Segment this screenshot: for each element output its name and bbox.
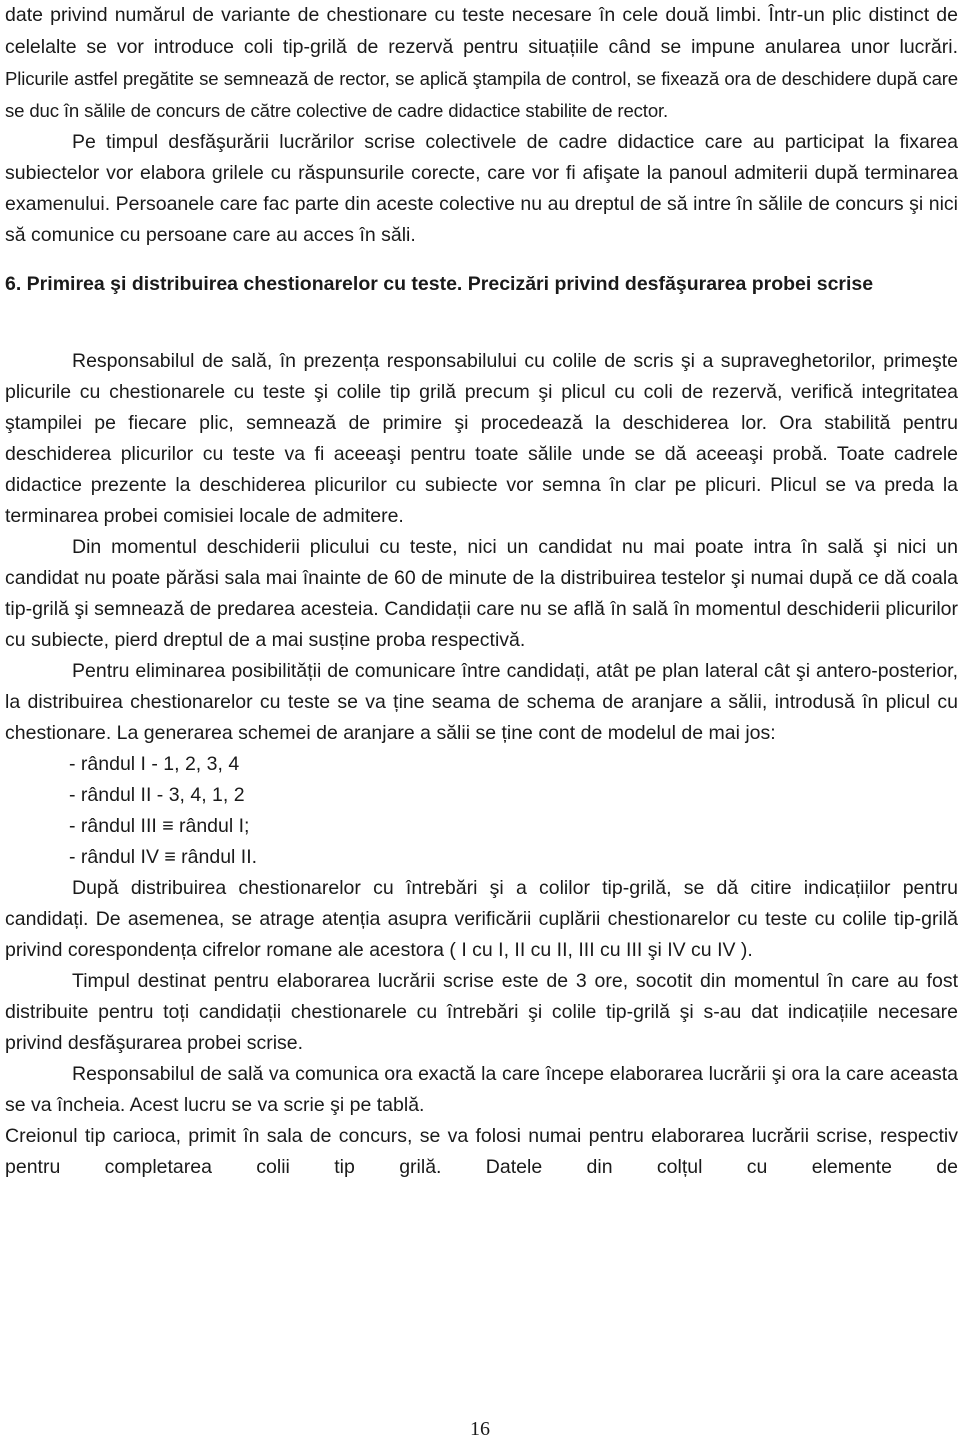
paragraph-intro-part-b: Plicurile astfel pregătite se semnează de rector, se aplică ştampila de control, se fixează ora de deschidere după care se duc în sălile de concurs de către colective de cadre didactice stabilite de rector. xyxy=(5,68,958,121)
paragraph-receipt: Responsabilul de sală, în prezența responsabilului cu colile de scris şi a supraveghetorilor, primeşte plicurile cu chestionarele cu teste şi colile tip grilă precum şi plicul cu coli de rezervă, verifică integritatea ştampilei pe fiecare plic, semnează de primire şi procedează la deschiderea lor. Ora stabilită pentru deschiderea plicurilor cu teste va fi aceeaşi pentru toate sălile unde se dă aceeaşi probă. Toate cadrele didactice prezente la deschiderea plicurilor cu subiecte vor semna în clar pe plicuri. Plicul se va preda la terminarea probei comisiei locale de admitere. xyxy=(5,350,958,527)
paragraph-pencil: Creionul tip carioca, primit în sala de concurs, se va folosi numai pentru elaborarea lucrării scrise, respectiv pentru completarea colii tip grilă. Datele din colțul cu elemente de xyxy=(5,1125,958,1178)
paragraph-teams: Pe timpul desfăşurării lucrărilor scrise colectivele de cadre didactice care au participat la fixarea subiectelor vor elabora grilele cu răspunsurile corecte, care vor fi afişate la panoul admiterii după terminarea examenului. Persoanele care fac parte din aceste colective nu au dreptul de să intre în sălile de concurs şi nici să comunice cu persoane care au acces în săli. xyxy=(5,131,958,246)
document-page xyxy=(5,0,958,1183)
paragraph-intro xyxy=(5,0,958,127)
paragraph-duration: Timpul destinat pentru elaborarea lucrării scrise este de 3 ore, socotit din momentul în care au fost distribuite pentru toți candidații chestionarele cu întrebări şi colile tip-grilă şi s-au dat indicațiile necesare privind desfăşurarea probei scrise. xyxy=(5,970,958,1054)
paragraph-intro-part-a: date privind numărul de variante de chestionare cu teste necesare în cele două limbi. Într-un plic distinct de celelalte se vor introduce coli tip-grilă de rezervă pentru situațiile când se impune anularea unor lucrări. xyxy=(5,4,958,58)
list-item: - rândul II - 3, 4, 1, 2 xyxy=(69,784,245,806)
paragraph-opening: Din momentul deschiderii plicului cu teste, nici un candidat nu mai poate intra în sală şi nici un candidat nu poate părăsi sala mai înainte de 60 de minute de la distribuirea testelor şi numai după ce dă coala tip-grilă şi semnează de predarea acesteia. Candidații care nu se află în sală în momentul deschiderii plicurilor cu subiecte, pierd dreptul de a mai susține proba respectivă. xyxy=(5,536,958,651)
paragraph-seating: Pentru eliminarea posibilității de comunicare între candidați, atât pe plan lateral cât şi antero-posterior, la distribuirea chestionarelor cu teste se va ține seama de schema de aranjare a sălii, introdusă în plicul cu chestionare. La generarea schemei de aranjare a sălii se ține cont de modelul de mai jos: xyxy=(5,660,958,744)
list-item: - rândul IV ≡ rândul II. xyxy=(69,846,258,868)
page-number: 16 xyxy=(470,1418,490,1440)
list-item: - rândul I - 1, 2, 3, 4 xyxy=(69,753,240,775)
paragraph-time-announce: Responsabilul de sală va comunica ora exactă la care începe elaborarea lucrării şi ora la care aceasta se va încheia. Acest lucru se va scrie şi pe tablă. xyxy=(5,1063,958,1116)
section-heading: 6. Primirea şi distribuirea chestionarelor cu teste. Precizări privind desfăşurarea probei scrise xyxy=(5,273,874,295)
heading-spacer xyxy=(5,300,958,346)
paragraph-instructions: După distribuirea chestionarelor cu întrebări şi a colilor tip-grilă, se dă citire indicațiilor pentru candidați. De asemenea, se atrage atenția asupra verificării cuplării chestionarelor cu teste cu colile tip-grilă privind corespondența cifrelor romane ale acestora ( I cu I, II cu II, III cu III şi IV cu IV ). xyxy=(5,877,958,961)
list-item: - rândul III ≡ rândul I; xyxy=(69,815,250,837)
seating-model-list xyxy=(69,749,958,873)
